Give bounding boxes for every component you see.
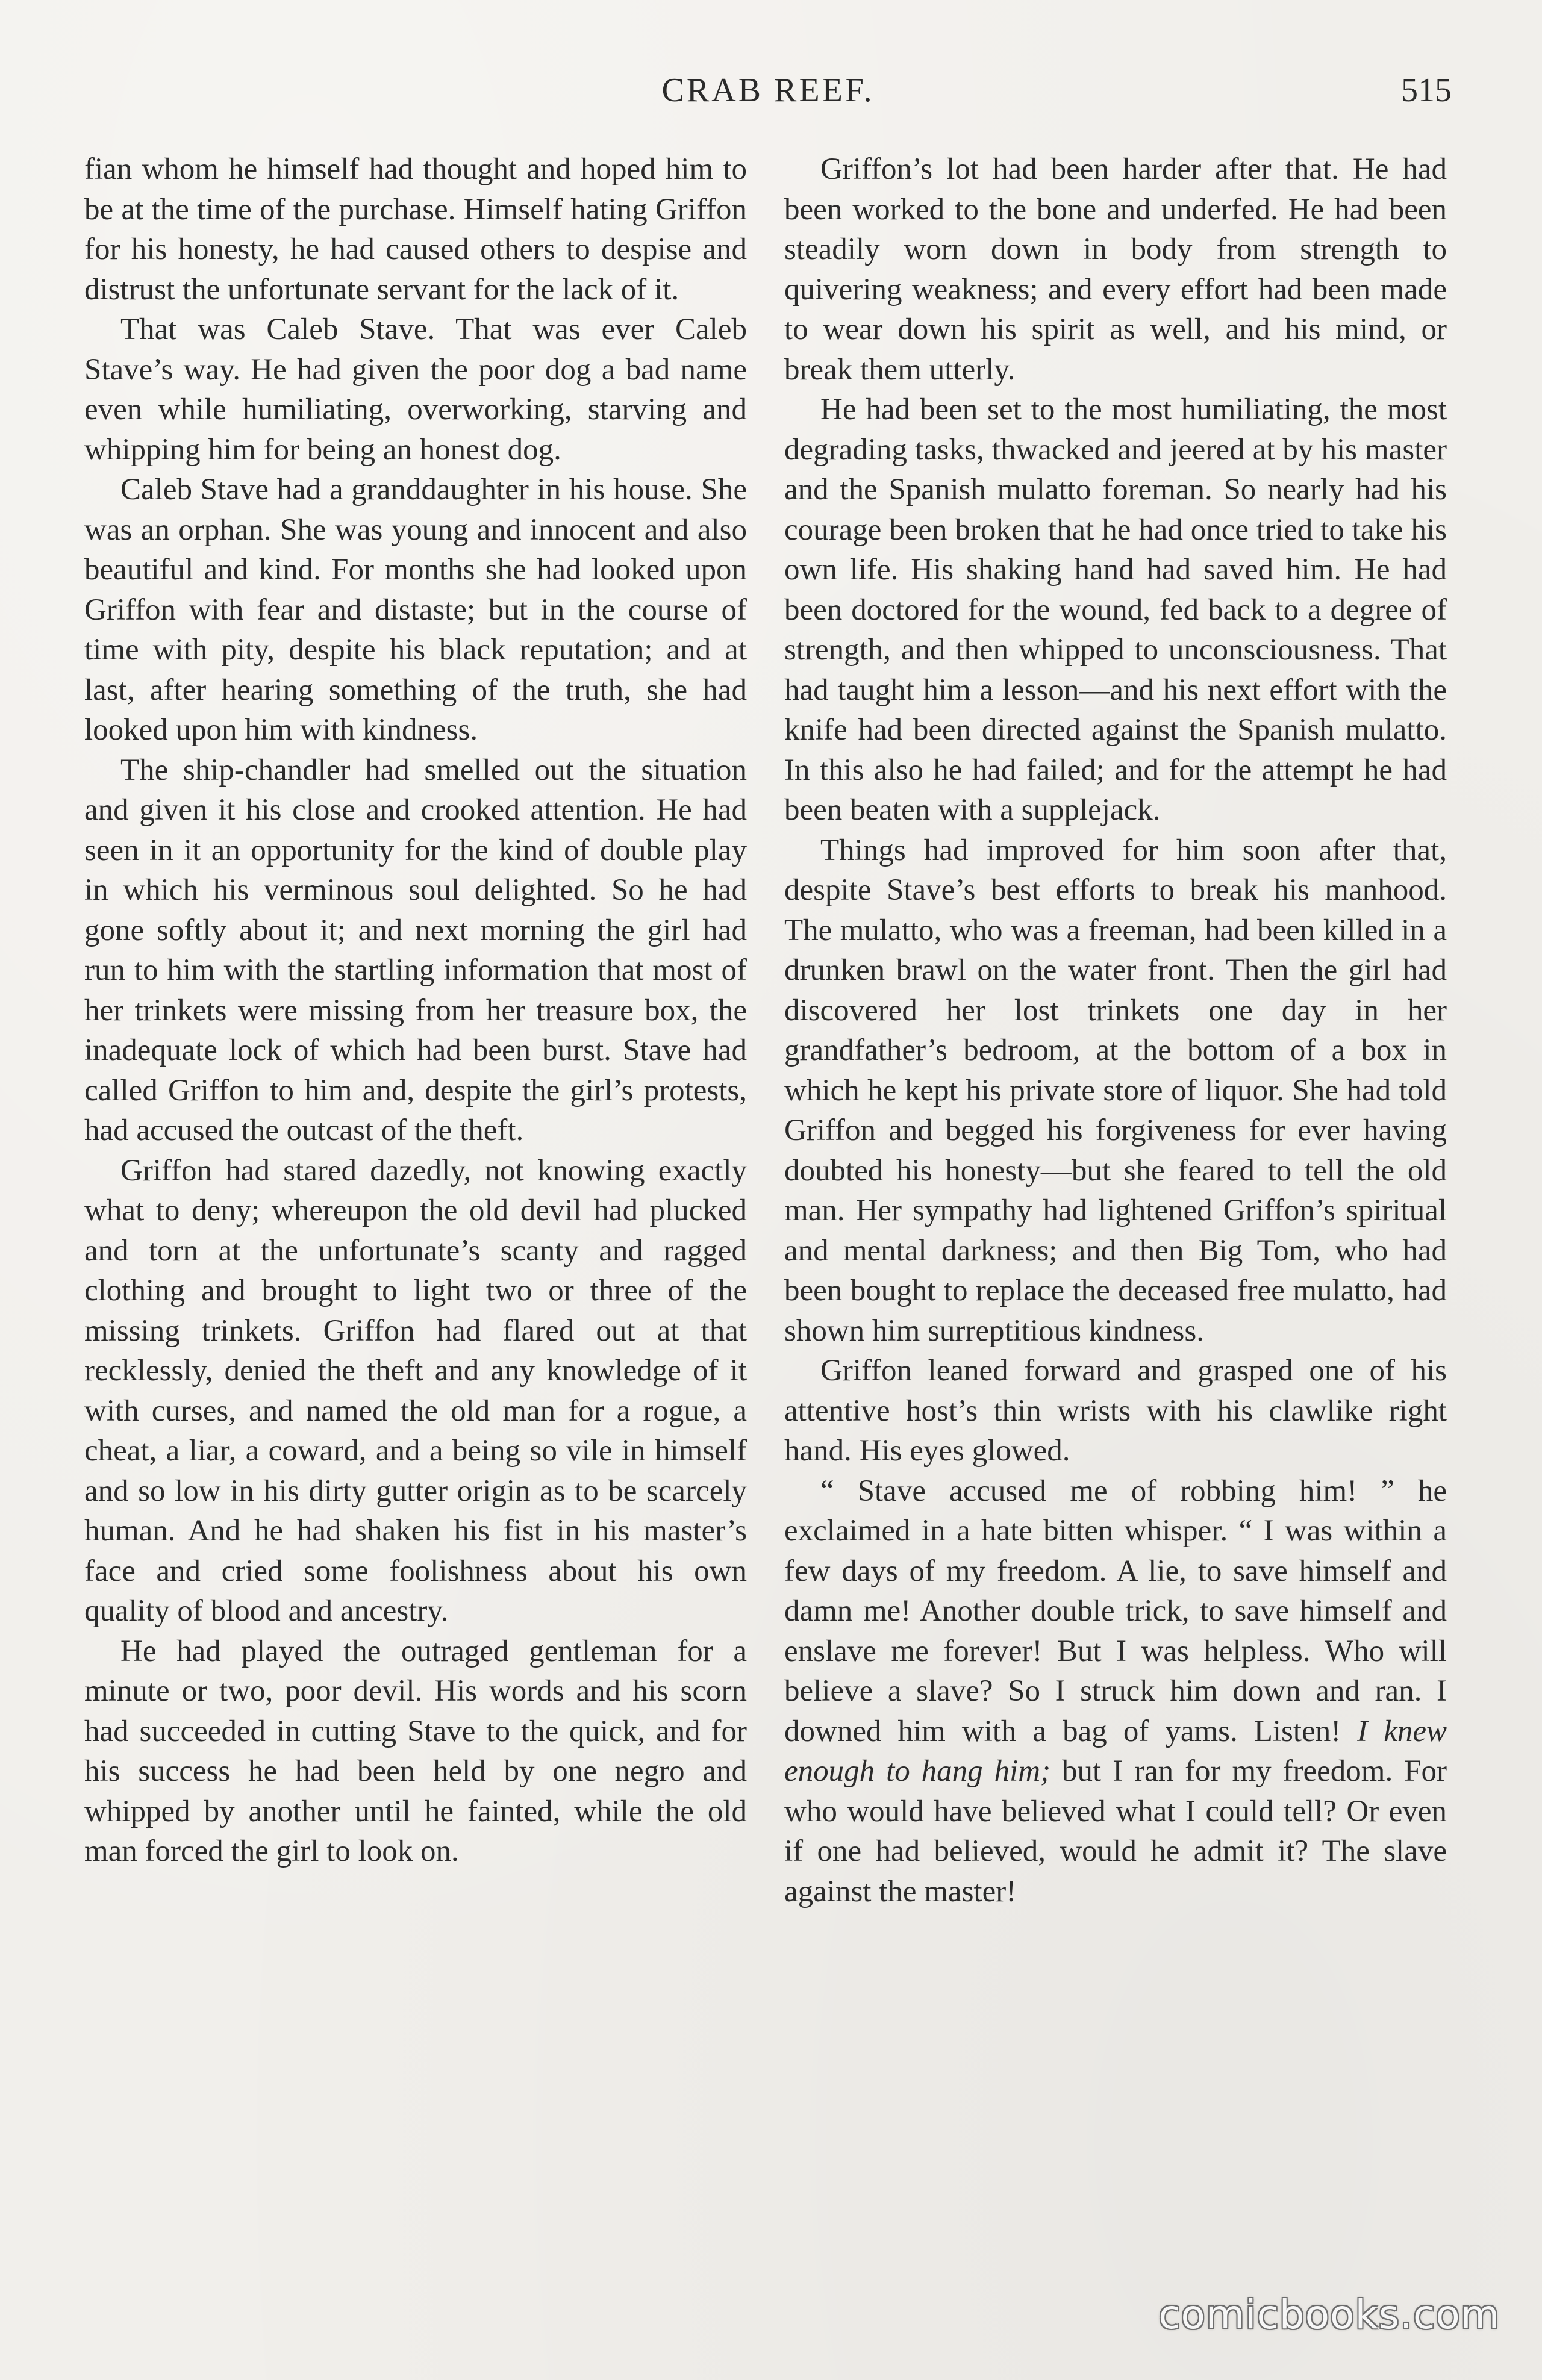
paragraph	[784, 1471, 1447, 1912]
running-head-title: CRAB REEF.	[661, 72, 875, 109]
paragraph: That was Caleb Stave. That was ever Caleb Stave’s way. He had given the poor dog a bad name even while humiliating, overworking, starving and whipping him for being an honest dog.	[84, 313, 747, 467]
paragraph: The ship-chandler had smelled out the situation and given it his close and crooked attention. He had seen in it an opportunity for the kind of double play in which his verminous soul delighted. So he had gone softly about it; and next morning the girl had run to him with the startling information that most of her trinkets were missing from her treasure box, the inadequate lock of which had been burst. Stave had called Griffon to him and, despite the girl’s protests, had accused the outcast of the theft.	[84, 753, 747, 1147]
paragraph: He had been set to the most humiliating, the most degrading tasks, thwacked and jeered at by his master and the Spanish mulatto foreman. So nearly had his courage been broken that he had once tried to take his own life. His shaking hand had saved him. He had been doctored for the wound, fed back to a degree of strength, and then whipped to unconsciousness. That had taught him a lesson—and his next effort with the knife had been directed against the Spanish mulatto. In this also he had failed; and for the attempt he had been beaten with a supplejack.	[784, 393, 1447, 827]
dialogue-text: “ Stave accused me of robbing him! ” he exclaimed in a hate bitten whisper. “ I was within a few days of my freedom. A lie, to save himself and damn me! Another double trick, to save himself and enslave me forever! But I was helpless. Who will believe a slave? So I struck him down and ran. I downed him with a bag of yams. Listen!	[784, 1474, 1447, 1748]
right-column	[784, 149, 1447, 1911]
dialogue-text: but I ran for my freedom. For who would have believed what I could tell? Or even if one had believed, would he admit it? The slave against the master!	[784, 1754, 1447, 1908]
italic-text: I knew enough to hang him;	[784, 1714, 1447, 1788]
paragraph: Griffon leaned forward and grasped one of his attentive host’s thin wrists with his clawlike right hand. His eyes glowed.	[784, 1354, 1447, 1468]
left-column	[84, 149, 747, 1872]
running-head	[84, 71, 1452, 119]
page-number: 515	[1401, 72, 1452, 109]
paragraph: Caleb Stave had a granddaughter in his house. She was an orphan. She was young and innocent and also beautiful and kind. For months she had looked upon Griffon with fear and distaste; but in the course of time with pity, despite his black reputation; and at last, after hearing something of the truth, she had looked upon him with kindness.	[84, 473, 747, 747]
paragraph: Things had improved for him soon after that, despite Stave’s best efforts to break his manhood. The mulatto, who was a freeman, had been killed in a drunken brawl on the water front. Then the girl had discovered her lost trinkets one day in her grandfather’s bedroom, at the bottom of a box in which he kept his private store of liquor. She had told Griffon and begged his forgiveness for ever having doubted his honesty—but she feared to tell the old man. Her sympathy had lightened Griffon’s spiritual and mental darkness; and then Big Tom, who had been bought to replace the deceased free mulatto, had shown him surreptitious kindness.	[784, 833, 1447, 1348]
paragraph: He had played the outraged gentleman for a minute or two, poor devil. His words and his scorn had succeeded in cutting Stave to the quick, and for his success he had been held by one negro and whipped by another until he fainted, while the old man forced the girl to look on.	[84, 1634, 747, 1868]
paragraph: fian whom he himself had thought and hoped him to be at the time of the purchase. Himself hating Griffon for his honesty, he had caused others to despise and distrust the unfortunate servant for the lack of it.	[84, 152, 747, 307]
paragraph: Griffon had stared dazedly, not knowing exactly what to deny; whereupon the old devil had plucked and torn at the unfortunate’s scanty and ragged clothing and brought to light two or three of the missing trinkets. Griffon had flared out at that recklessly, denied the theft and any knowledge of it with curses, and named the old man for a rogue, a cheat, a liar, a coward, and a being so vile in himself and so low in his dirty gutter origin as to be scarcely human. And he had shaken his fist in his master’s face and cried some foolishness about his own quality of blood and ancestry.	[84, 1153, 747, 1628]
watermark: comicbooks.com	[1158, 2291, 1500, 2338]
paragraph: Griffon’s lot had been harder after that. He had been worked to the bone and underfed. He had been steadily worn down in body from strength to quivering weakness; and every effort had been made to wear down his spirit as well, and his mind, or break them utterly.	[784, 152, 1447, 387]
